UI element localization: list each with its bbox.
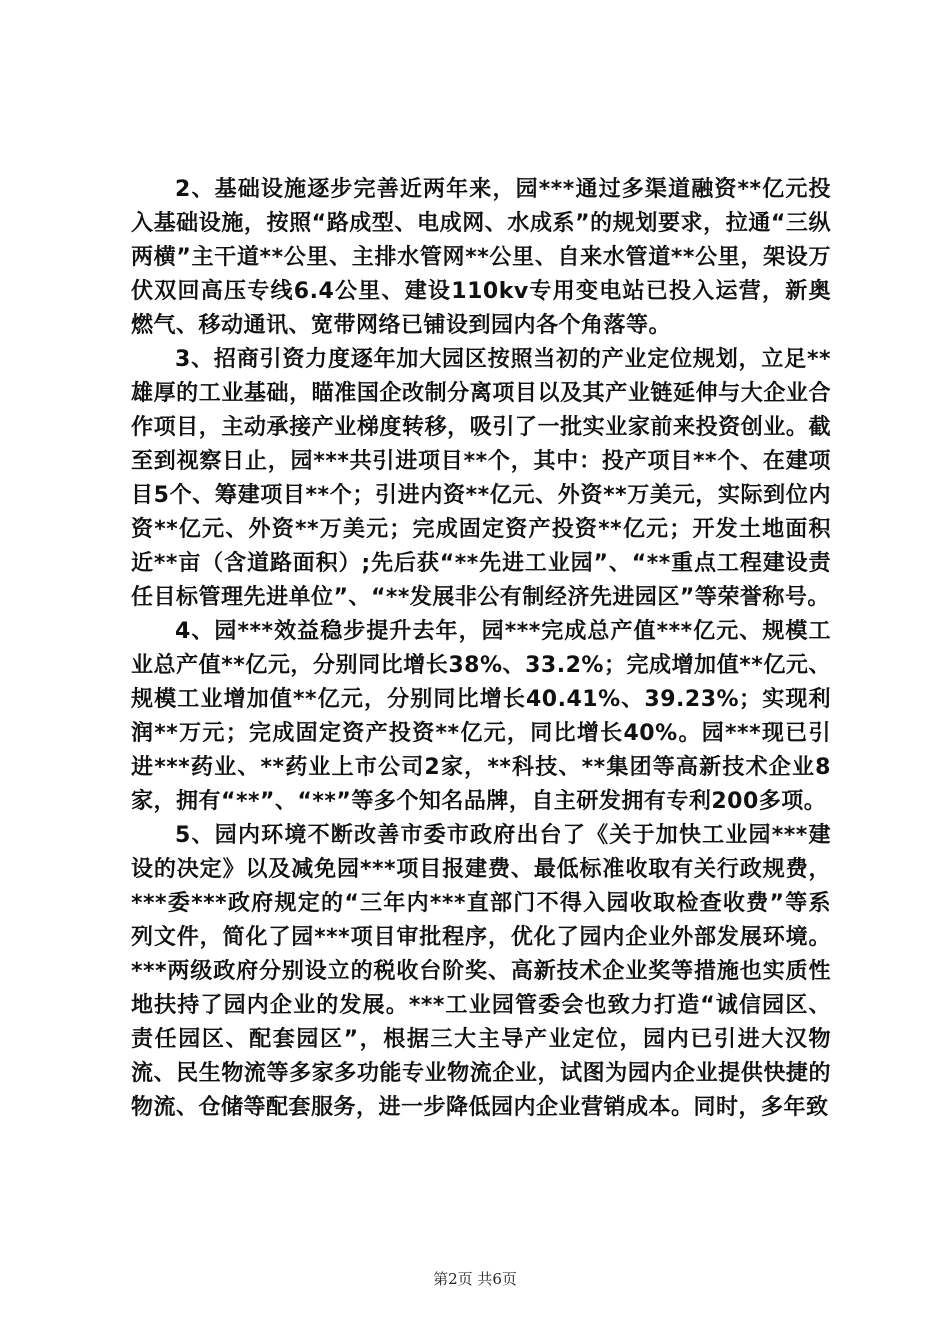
paragraph-environment: 5、园内环境不断改善市委市政府出台了《关于加快工业园***建设的决定》以及减免园***项目报建费、最低标准收取有关行政规费，***委***政府规定的“三年内***直部门不得入园收取检查收费”等系列文件，简化了园***项目审批程序，优化了园内企业外部发展环境。***两级政府分别设立的税收台阶奖、高新技术企业奖等措施也实质性地扶持了园内企业的发展。***工业园管委会也致力打造“诚信园区、责任园区、配套园区”，根据三大主导产业定位，园内已引进大汉物流、民生物流等多家多功能专业物流企业，试图为园内企业提供快捷的物流、仓储等配套服务，进一步降低园内企业营销成本。同时，多年致 — [131, 823, 831, 1120]
paragraph-infrastructure: 2、基础设施逐步完善近两年来，园***通过多渠道融资**亿元投入基础设施，按照“路成型、电成网、水成系”的规划要求，拉通“三纵两横”主干道**公里、主排水管网**公里、自来水管道**公里，架设万伏双回高压专线6.4公里、建设110kv专用变电站已投入运营，新奥燃气、移动通讯、宽带网络已铺设到园内各个角落等。 — [131, 177, 831, 338]
paragraph-efficiency: 4、园***效益稳步提升去年，园***完成总产值***亿元、规模工业总产值**亿元，分别同比增长38%、33.2%；完成增加值**亿元、规模工业增加值**亿元，分别同比增长40.41%、39.23%；实现利润**万元；完成固定资产投资**亿元，同比增长40%。园***现已引进***药业、**药业上市公司2家，**科技、**集团等高新技术企业8家，拥有“**”、“**”等多个知名品牌，自主研发拥有专利200多项。 — [131, 619, 831, 814]
paragraph-investment: 3、招商引资力度逐年加大园区按照当初的产业定位规划，立足**雄厚的工业基础，瞄准国企改制分离项目以及其产业链延伸与大企业合作项目，主动承接产业梯度转移，吸引了一批实业家前来投资创业。截至到视察日止，园***共引进项目**个，其中：投产项目**个、在建项目5个、筹建项目**个；引进内资**亿元、外资**万美元，实际到位内资**亿元、外资**万美元；完成固定资产投资**亿元；开发土地面积近**亩（含道路面积）;先后获“**先进工业园”、“**重点工程建设责任目标管理先进单位”、“**发展非公有制经济先进园区”等荣誉称号。 — [131, 347, 831, 610]
page-footer: 第2页 共6页 — [433, 1270, 517, 1288]
document-body — [131, 173, 831, 1125]
